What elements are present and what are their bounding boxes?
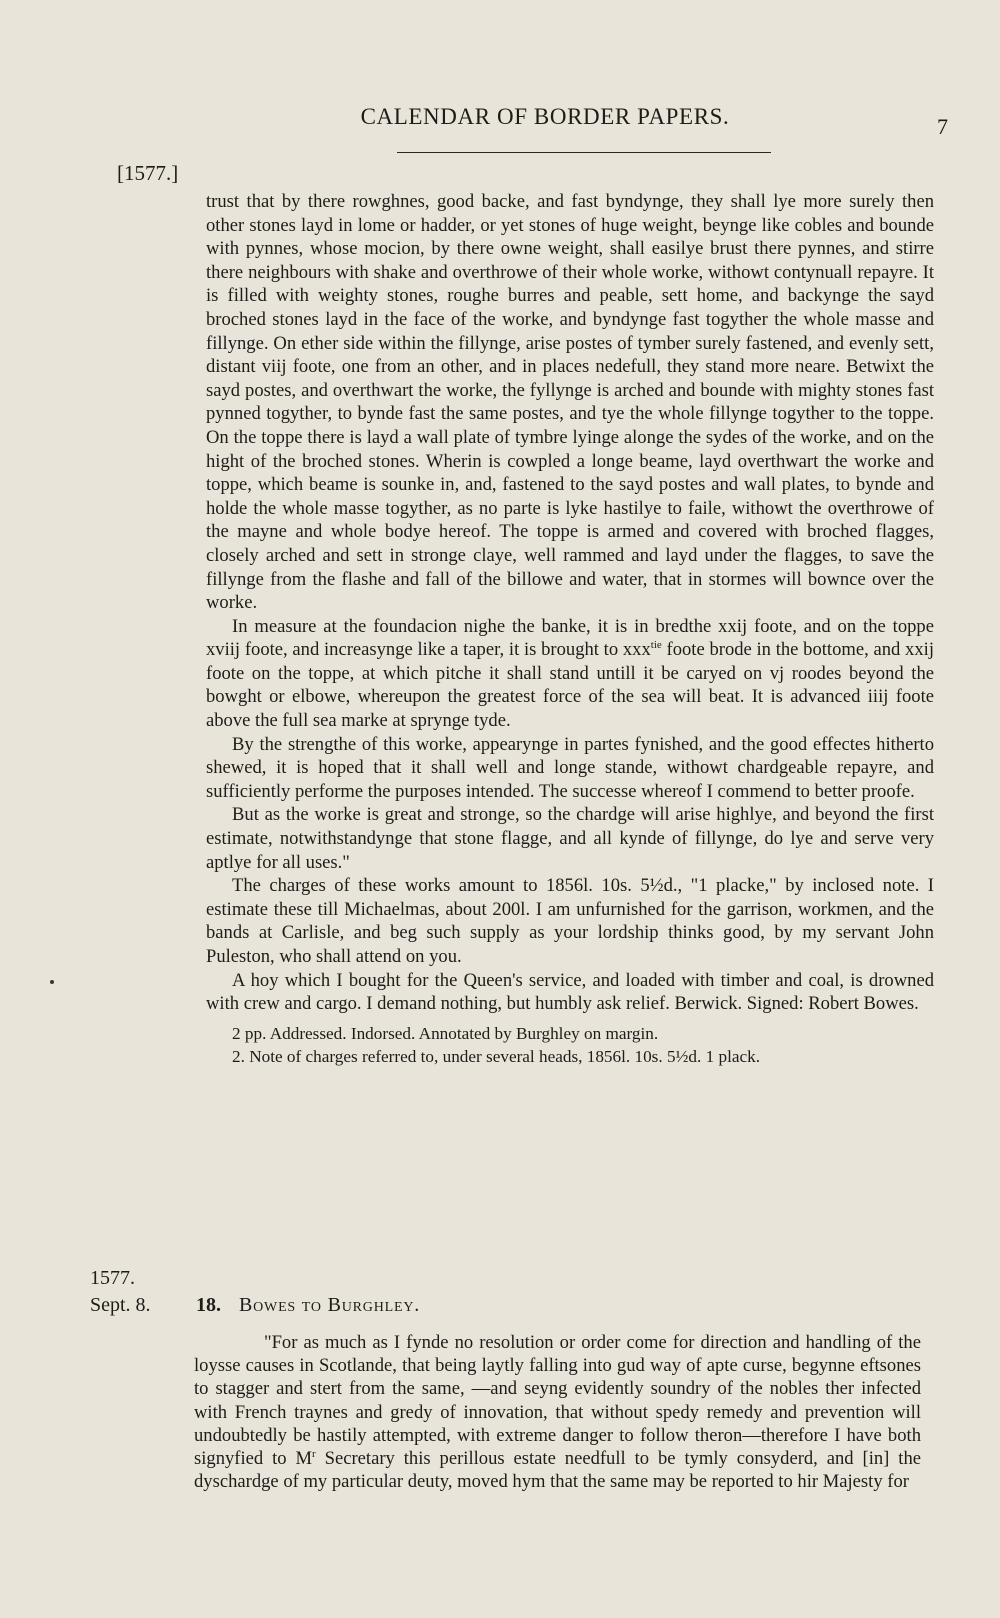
letter-text-b: Secretary this perillous estate needfull to be tymly consyderd, and [in] the dyschardge of my particular deuty, moved hym that the same may be reported to hir Majesty for	[194, 1448, 921, 1493]
entry-number: 18.	[196, 1294, 221, 1316]
entry-heading	[196, 1294, 420, 1317]
header-rule	[397, 152, 771, 153]
running-title: CALENDAR OF BORDER PAPERS.	[360, 104, 730, 129]
paragraph-hoy: A hoy which I bought for the Queen's service, and loaded with timber and coal, is drowned with crew and cargo. I demand nothing, but humbly ask relief. Berwick. Signed: Robert Bowes.	[206, 969, 934, 1015]
letter-text	[194, 1331, 921, 1493]
endnote-charges: 2. Note of charges referred to, under several heads, 1856l. 10s. 5½d. 1 plack.	[232, 1047, 761, 1067]
body-text	[206, 190, 934, 1069]
paragraph-charges: The charges of these works amount to 1856l. 10s. 5½d., "1 placke," by inclosed note. I estimate these till Michaelmas, about 200l. I am unfurnished for the garrison, workmen, and the bands at Carlisle, and beg such supply as your lordship thinks good, by my servant John Puleston, who shall attend on you.	[206, 875, 934, 967]
letter-text-a: "For as much as I fynde no resolution or order come for direction and handling of the loysse causes in Scotlande, that being laytly falling into gud way of apte curse, begynne eftsones to stagger and stert from the same, —and seyng evidently soundry of the nobles ther infected with French traynes and gredy of innovation, that without spedy remedy and prevention will undoubtedly be hastily attempted, with extreme danger to follow theron—therefore I have both signyfied to M	[194, 1332, 921, 1470]
paragraph-measure-b: foote brode in the bottome, and xxij foote on the toppe, at which pitche it shall stand untill it be caryed on vj roodes beyond the bowght or elbowe, whereupon the greatest force of the sea will beat. It is advanced iiij foote above the full sea marke at sprynge tyde.	[206, 639, 934, 732]
margin-entry-date: Sept. 8.	[90, 1294, 151, 1316]
letter-paragraph	[194, 1331, 921, 1493]
superscript-tie: tie	[650, 639, 662, 652]
running-head	[0, 104, 1000, 130]
superscript-r: r	[312, 1447, 316, 1460]
paragraph-measure-a: In measure at the foundacion nighe the banke, it is in bredthe xxij foote, and on the toppe xviij foote, and increasynge like a taper, it is brought to xxx	[206, 615, 934, 661]
margin-year-bracket: [1577.]	[117, 161, 179, 185]
paragraph-chardge: But as the worke is great and stronge, so the chardge will arise highlye, and beyond the first estimate, notwithstandynge that stone flagge, and all kynde of fillynge, do lye and serve very aptlye for all uses."	[206, 804, 934, 873]
ink-dot	[50, 980, 54, 984]
paragraph-measure	[206, 615, 934, 733]
page-number: 7	[937, 114, 948, 139]
paragraph-strength: By the strengthe of this worke, appearynge in partes fynished, and the good effectes hitherto shewed, it is hoped that it shall well and longe stande, withowt chardgeable repayre, and sufficiently performe the purposes intended. The successe whereof I commend to better proofe.	[206, 733, 934, 802]
entry-title: Bowes to Burghley.	[239, 1294, 421, 1316]
endnote-addressed: 2 pp. Addressed. Indorsed. Annotated by Burghley on margin.	[232, 1023, 659, 1043]
paragraph-continued: trust that by there rowghnes, good backe, and fast byndynge, they shall lye more surely then other stones layd in lome or hadder, or yet stones of huge weight, beynge like cobles and bounde with pynnes, whose mocion, by there owne weight, shall easilye brust there pynnes, and stirre there neighbours with shake and overthrowe of their whole worke, withowt contynuall repayre. It is filled with weighty stones, roughe burres and peable, sett home, and backynge the sayd broched stones layd in the face of the worke, and byndynge fast togyther the whole masse and fillynge. On ether side within the fillynge, arise postes of tymber surely fastened, and evenly sett, distant viij foote, one from an other, and in places nedefull, they stand more neare. Betwixt the sayd postes, and overthwart the worke, the fyllynge is arched and bounde with mighty stones fast pynned togyther, to bynde fast the same postes, and tye the whole fillynge togyther to the toppe. On the toppe there is layd a wall plate of tymbre lyinge alonge the sydes of the worke, and on the hight of the broched stones. Wherin is cowpled a longe beame, layd overthwart the worke and toppe, which beame is sounke in, and, fastened to the sayd postes and wall plates, to bynde and holde the whole masse togyther, as no parte is lyke hastilye to faile, withowt the overthrowe of the mayne and whole bodye hereof. The toppe is armed and covered with broched flagges, closely arched and sett in stronge claye, well rammed and layd under the flagges, to save the fillynge from the flashe and fall of the billowe and water, that in stormes will bownce over the worke.	[206, 191, 934, 614]
margin-entry-year: 1577.	[90, 1267, 135, 1289]
